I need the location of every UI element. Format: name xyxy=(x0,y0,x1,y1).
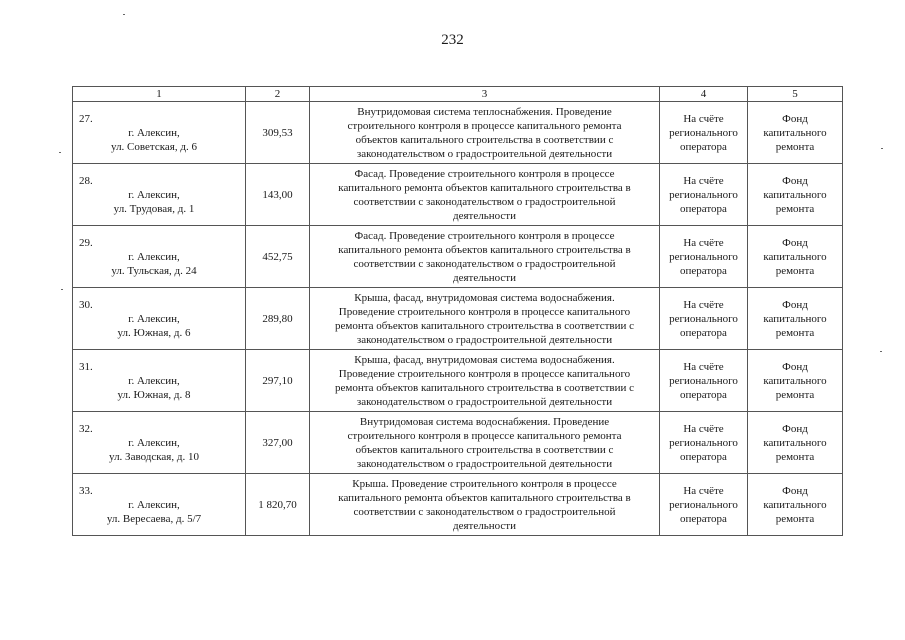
cell-line: г. Алексин, xyxy=(128,312,180,325)
cell-line: капитального xyxy=(763,188,827,201)
cell-line: регионального xyxy=(669,188,738,201)
works-cell xyxy=(310,412,660,474)
cell-line: ремонта xyxy=(775,264,815,277)
cell-line: г. Алексин, xyxy=(128,374,180,387)
works-cell xyxy=(310,350,660,412)
cell-line: На счёте xyxy=(683,422,724,435)
cell-line: капитального xyxy=(763,312,827,325)
cell-line: оператора xyxy=(680,326,727,339)
cell-line: На счёте xyxy=(683,236,724,249)
cell-line: капитального ремонта объектов капитального строительства в xyxy=(338,243,631,256)
cell-line: регионального xyxy=(669,436,738,449)
cell-line: Крыша, фасад, внутридомовая система водоснабжения. xyxy=(354,353,615,366)
area-cell: 327,00 xyxy=(246,412,310,474)
address-text xyxy=(79,188,229,216)
account-cell xyxy=(660,288,748,350)
cell-line: оператора xyxy=(680,512,727,525)
address-cell xyxy=(73,102,246,164)
funding-source-cell xyxy=(748,412,843,474)
cell-line: регионального xyxy=(669,374,738,387)
cell-line: законодательством о градостроительной деятельности xyxy=(356,457,613,470)
address-cell xyxy=(73,288,246,350)
cell-line: регионального xyxy=(669,126,738,139)
cell-line: Крыша. Проведение строительного контроля в процессе xyxy=(352,477,617,490)
cell-line: капитального xyxy=(763,126,827,139)
cell-line: г. Алексин, xyxy=(128,498,180,511)
address-text xyxy=(79,312,229,340)
scan-speck xyxy=(59,152,61,153)
cell-line: На счёте xyxy=(683,484,724,497)
cell-line: ул. Южная, д. 6 xyxy=(117,326,191,339)
cell-line: регионального xyxy=(669,312,738,325)
works-cell xyxy=(310,288,660,350)
cell-line: законодательством о градостроительной деятельности xyxy=(356,333,613,346)
works-cell xyxy=(310,226,660,288)
cell-line: объектов капитального строительства в соответствии с xyxy=(355,443,614,456)
row-number: 28. xyxy=(79,174,93,187)
scan-speck xyxy=(880,351,882,352)
area-cell: 309,53 xyxy=(246,102,310,164)
funding-source-cell xyxy=(748,474,843,536)
area-cell: 297,10 xyxy=(246,350,310,412)
cell-line: ул. Трудовая, д. 1 xyxy=(113,202,195,215)
cell-line: законодательством о градостроительной деятельности xyxy=(356,395,613,408)
address-cell xyxy=(73,350,246,412)
cell-line: ремонта xyxy=(775,202,815,215)
cell-line: Внутридомовая система теплоснабжения. Проведение xyxy=(357,105,612,118)
cell-line: строительного контроля в процессе капитального ремонта xyxy=(347,119,622,132)
cell-line: ул. Заводская, д. 10 xyxy=(109,450,199,463)
account-cell xyxy=(660,412,748,474)
cell-line: ремонта объектов капитального строительства в соответствии с xyxy=(335,319,634,332)
header-cell: 2 xyxy=(246,87,310,102)
header-cell: 1 xyxy=(73,87,246,102)
cell-line: На счёте xyxy=(683,112,724,125)
cell-line: ул. Вересаева, д. 5/7 xyxy=(106,512,202,525)
cell-line: г. Алексин, xyxy=(128,126,180,139)
cell-line: ремонта xyxy=(775,326,815,339)
account-cell xyxy=(660,102,748,164)
account-cell xyxy=(660,350,748,412)
address-text xyxy=(79,374,229,402)
funding-source-cell xyxy=(748,164,843,226)
address-cell xyxy=(73,164,246,226)
address-text xyxy=(79,126,229,154)
cell-line: Проведение строительного контроля в процессе капитального xyxy=(338,367,631,380)
cell-line: Фонд xyxy=(782,174,808,187)
cell-line: объектов капитального строительства в соответствии с xyxy=(355,133,614,146)
cell-line: ремонта xyxy=(775,450,815,463)
row-number: 30. xyxy=(79,298,93,311)
address-cell xyxy=(73,474,246,536)
account-cell xyxy=(660,164,748,226)
cell-line: ул. Южная, д. 8 xyxy=(117,388,191,401)
address-cell xyxy=(73,412,246,474)
cell-line: Фасад. Проведение строительного контроля в процессе xyxy=(354,167,615,180)
address-cell xyxy=(73,226,246,288)
scan-speck xyxy=(881,148,883,149)
address-text xyxy=(79,250,229,278)
cell-line: Крыша, фасад, внутридомовая система водоснабжения. xyxy=(354,291,615,304)
cell-line: капитального xyxy=(763,250,827,263)
cell-line: деятельности xyxy=(453,209,516,222)
cell-line: строительного контроля в процессе капитального ремонта xyxy=(347,429,622,442)
cell-line: оператора xyxy=(680,264,727,277)
table-row xyxy=(73,164,843,226)
cell-line: Фонд xyxy=(782,484,808,497)
funding-source-cell xyxy=(748,226,843,288)
cell-line: Проведение строительного контроля в процессе капитального xyxy=(338,305,631,318)
table-header-row xyxy=(73,87,843,102)
cell-line: Внутридомовая система водоснабжения. Проведение xyxy=(359,415,610,428)
cell-line: г. Алексин, xyxy=(128,250,180,263)
works-cell xyxy=(310,164,660,226)
table-row xyxy=(73,226,843,288)
cell-line: Фонд xyxy=(782,112,808,125)
page-number: 232 xyxy=(441,32,464,48)
cell-line: оператора xyxy=(680,202,727,215)
scan-speck xyxy=(123,14,125,15)
table-row xyxy=(73,288,843,350)
account-cell xyxy=(660,226,748,288)
cell-line: соответствии с законодательством о градостроительной xyxy=(353,505,616,518)
cell-line: Фонд xyxy=(782,422,808,435)
table-row xyxy=(73,412,843,474)
header-cell: 5 xyxy=(748,87,843,102)
cell-line: деятельности xyxy=(453,519,516,532)
cell-line: капитального xyxy=(763,498,827,511)
cell-line: капитального xyxy=(763,436,827,449)
funding-source-cell xyxy=(748,350,843,412)
cell-line: Фонд xyxy=(782,360,808,373)
cell-line: оператора xyxy=(680,450,727,463)
area-cell: 289,80 xyxy=(246,288,310,350)
cell-line: Фонд xyxy=(782,236,808,249)
address-text xyxy=(79,436,229,464)
works-cell xyxy=(310,474,660,536)
cell-line: законодательством о градостроительной деятельности xyxy=(356,147,613,160)
account-cell xyxy=(660,474,748,536)
cell-line: регионального xyxy=(669,250,738,263)
table-row xyxy=(73,350,843,412)
cell-line: соответствии с законодательством о градостроительной xyxy=(353,195,616,208)
funding-source-cell xyxy=(748,102,843,164)
cell-line: г. Алексин, xyxy=(128,188,180,201)
cell-line: соответствии с законодательством о градостроительной xyxy=(353,257,616,270)
cell-line: регионального xyxy=(669,498,738,511)
cell-line: ул. Советская, д. 6 xyxy=(111,140,197,153)
cell-line: На счёте xyxy=(683,174,724,187)
cell-line: Фасад. Проведение строительного контроля в процессе xyxy=(354,229,615,242)
scan-speck xyxy=(61,289,63,290)
area-cell: 143,00 xyxy=(246,164,310,226)
address-text xyxy=(79,498,229,526)
area-cell: 452,75 xyxy=(246,226,310,288)
header-cell: 4 xyxy=(660,87,748,102)
row-number: 29. xyxy=(79,236,93,249)
table-body xyxy=(73,102,843,536)
area-cell: 1 820,70 xyxy=(246,474,310,536)
table-row xyxy=(73,102,843,164)
header-cell: 3 xyxy=(310,87,660,102)
cell-line: ул. Тульская, д. 24 xyxy=(111,264,197,277)
cell-line: оператора xyxy=(680,388,727,401)
cell-line: ремонта xyxy=(775,512,815,525)
row-number: 31. xyxy=(79,360,93,373)
cell-line: ремонта объектов капитального строительства в соответствии с xyxy=(335,381,634,394)
cell-line: ремонта xyxy=(775,388,815,401)
row-number: 32. xyxy=(79,422,93,435)
cell-line: деятельности xyxy=(453,271,516,284)
works-cell xyxy=(310,102,660,164)
cell-line: оператора xyxy=(680,140,727,153)
works-table xyxy=(72,86,843,536)
cell-line: г. Алексин, xyxy=(128,436,180,449)
cell-line: капитального ремонта объектов капитального строительства в xyxy=(338,491,631,504)
row-number: 33. xyxy=(79,484,93,497)
cell-line: На счёте xyxy=(683,360,724,373)
cell-line: На счёте xyxy=(683,298,724,311)
cell-line: ремонта xyxy=(775,140,815,153)
table-row xyxy=(73,474,843,536)
cell-line: Фонд xyxy=(782,298,808,311)
row-number: 27. xyxy=(79,112,93,125)
cell-line: капитального ремонта объектов капитального строительства в xyxy=(338,181,631,194)
funding-source-cell xyxy=(748,288,843,350)
cell-line: капитального xyxy=(763,374,827,387)
